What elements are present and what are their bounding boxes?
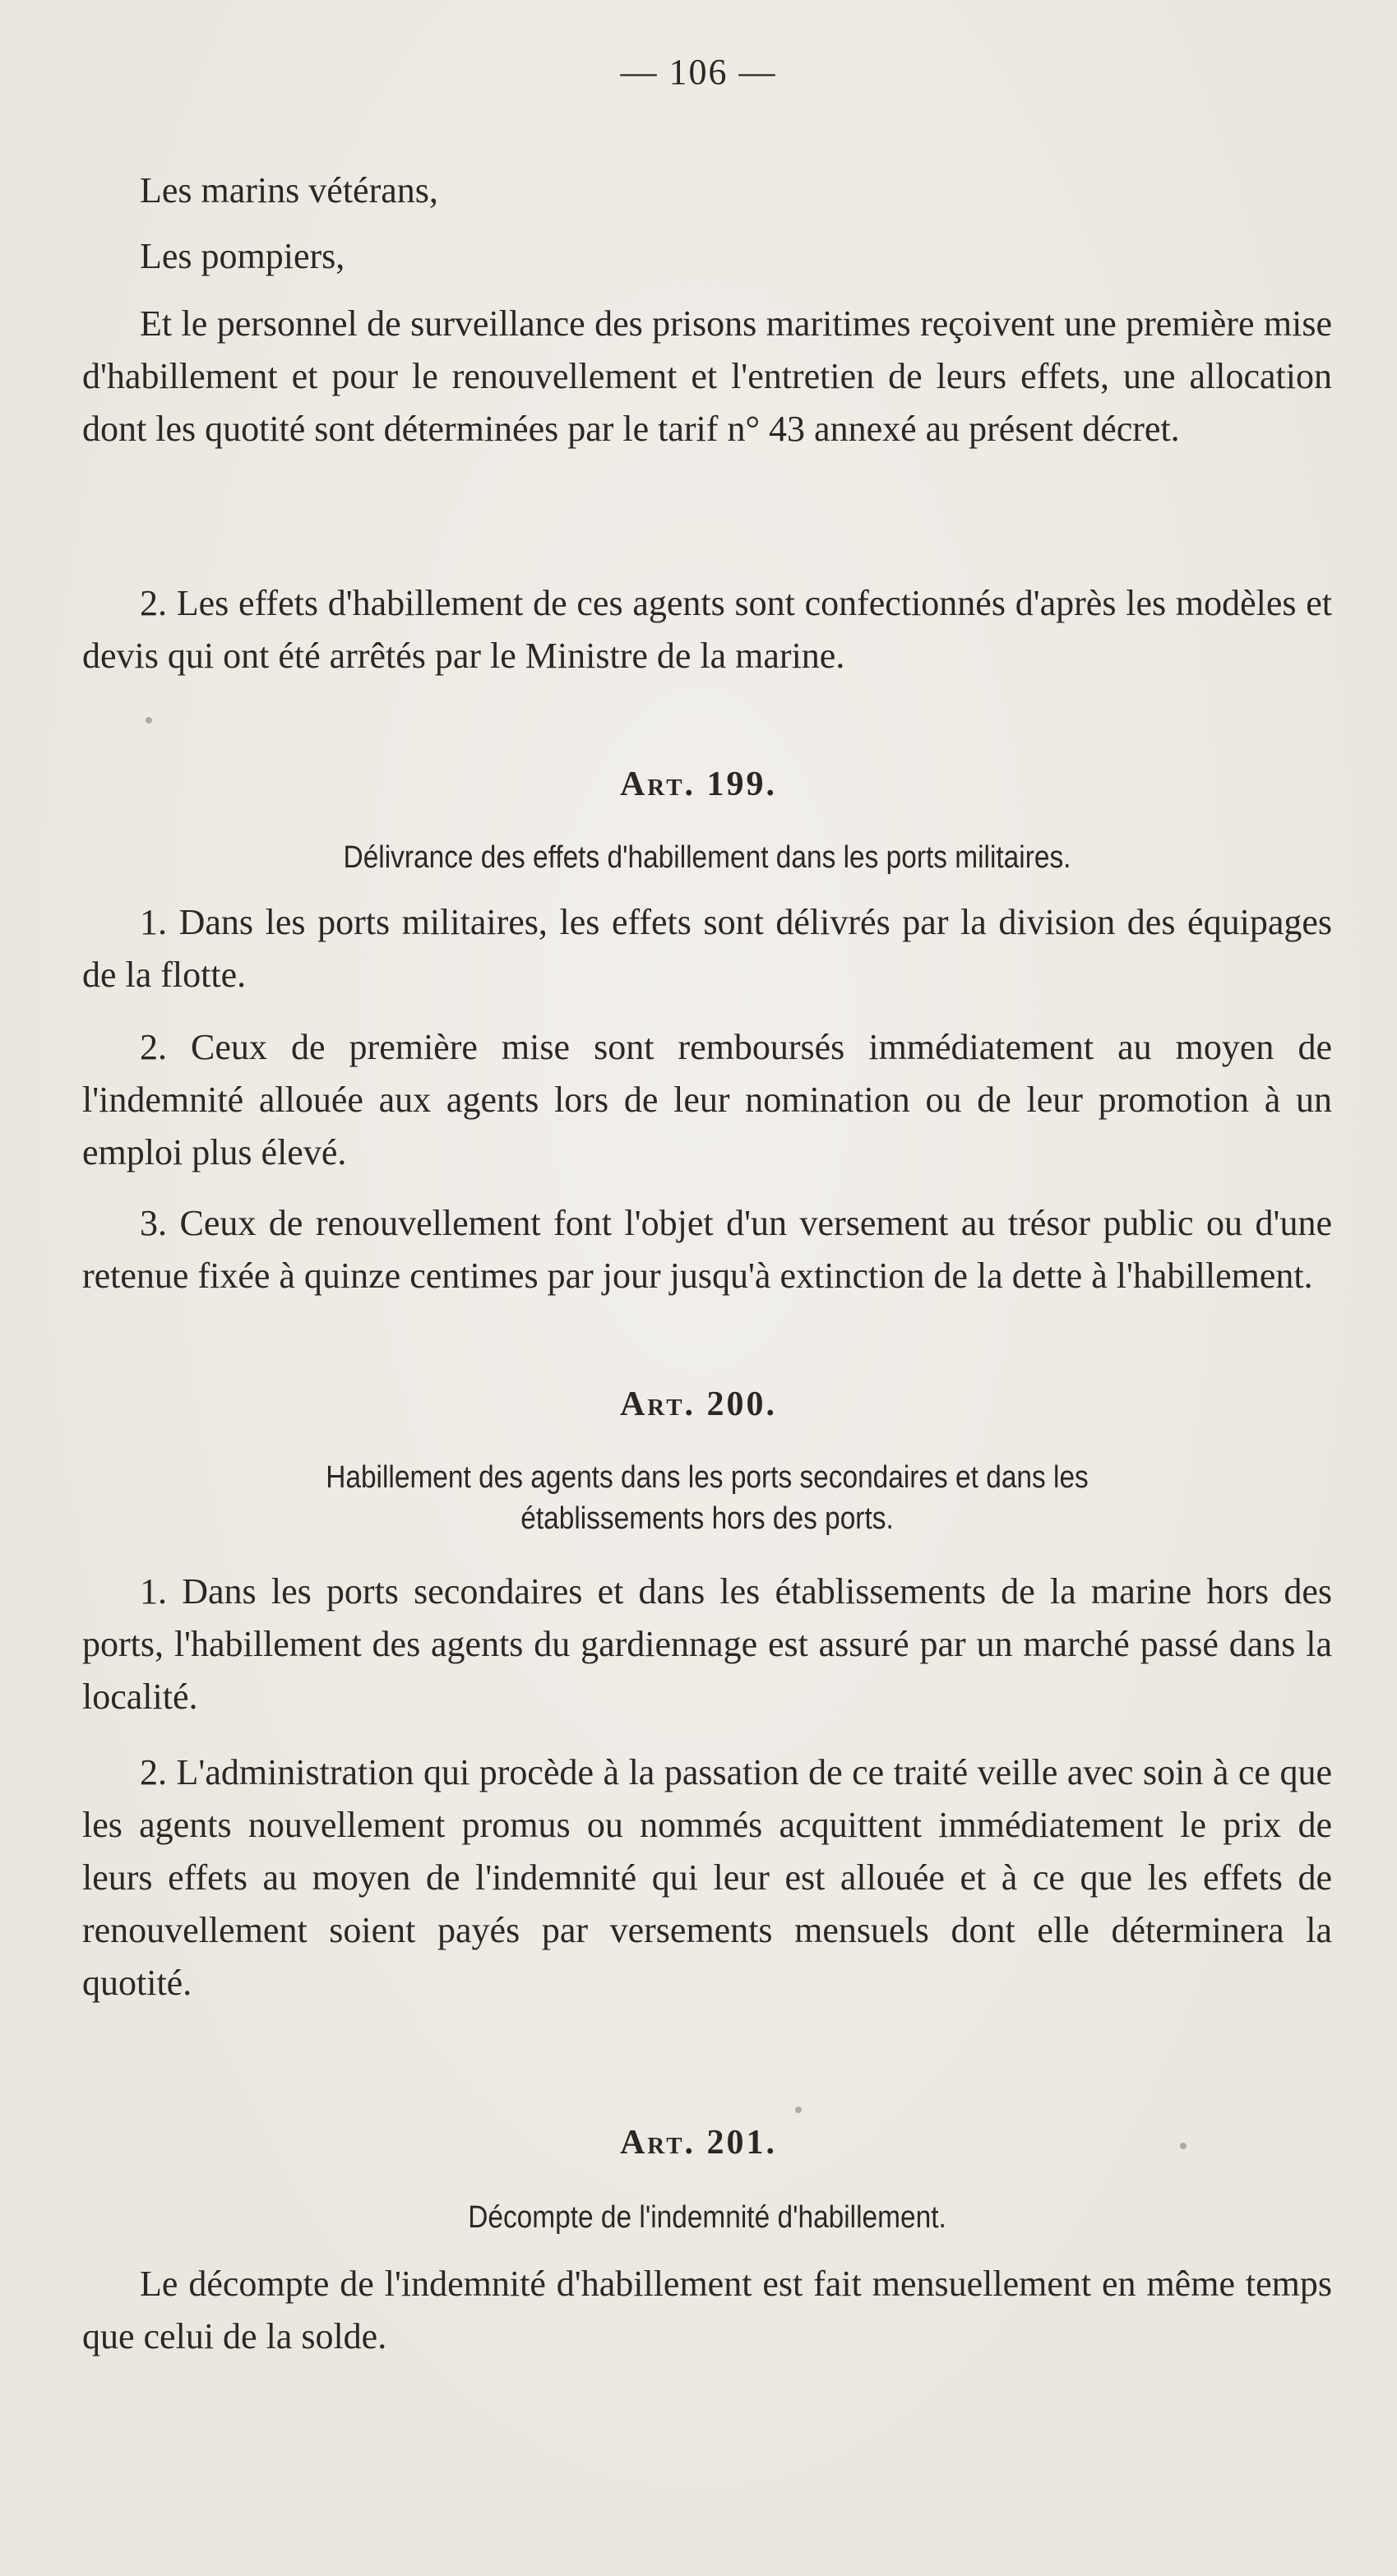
paragraph-marins: Les marins vétérans, xyxy=(140,170,438,210)
article-199-paragraph-2: 2. Ceux de première mise sont remboursés immédiatement au moyen de l'indemnité allouée aux agents lors de leur nomination ou de leur promotion à un emploi plus élevé. xyxy=(82,1027,1332,1172)
paper-speck xyxy=(146,717,152,724)
paragraph-pompiers: Les pompiers, xyxy=(140,236,345,276)
paragraph-personnel: Et le personnel de surveillance des prisons maritimes reçoivent une première mise d'habillement et pour le renouvellement et l'entretien de leurs effets, une allocation dont les quotité sont déterminées par le tarif n° 43 annexé au présent décret. xyxy=(82,303,1332,449)
article-200-title: Art. 200. xyxy=(619,1385,778,1423)
page-number: — 106 — xyxy=(620,52,777,92)
paper-speck xyxy=(795,2107,802,2113)
article-199-subtitle: Délivrance des effets d'habillement dans les ports militaires. xyxy=(343,840,1071,875)
article-199-title: Art. 199. xyxy=(619,765,778,803)
article-201-paragraph-1: Le décompte de l'indemnité d'habillement est fait mensuellement en même temps que celui de la solde. xyxy=(82,2264,1332,2356)
article-201-subtitle: Décompte de l'indemnité d'habillement. xyxy=(468,2200,946,2235)
paragraph-effets-confection: 2. Les effets d'habillement de ces agents sont confectionnés d'après les modèles et devis qui ont été arrêtés par le Ministre de la marine. xyxy=(82,583,1332,676)
article-200-paragraph-1: 1. Dans les ports secondaires et dans les établissements de la marine hors des ports, l'habillement des agents du gardiennage est assuré par un marché passé dans la localité. xyxy=(82,1571,1332,1717)
article-199-paragraph-3: 3. Ceux de renouvellement font l'objet d'un versement au trésor public ou d'une retenue fixée à quinze centimes par jour jusqu'à extinction de la dette à l'habillement. xyxy=(82,1203,1332,1296)
article-200-subtitle-line-1: Habillement des agents dans les ports secondaires et dans les xyxy=(326,1460,1089,1495)
article-199-paragraph-1: 1. Dans les ports militaires, les effets sont délivrés par la division des équipages de la flotte. xyxy=(82,902,1332,995)
article-201-title: Art. 201. xyxy=(619,2124,778,2162)
article-200-subtitle-line-2: établissements hors des ports. xyxy=(520,1501,894,1536)
article-200-paragraph-2: 2. L'administration qui procède à la passation de ce traité veille avec soin à ce que les agents nouvellement promus ou nommés acquittent immédiatement le prix de leurs effets au moyen de l'indemnité qui leur est allouée et à ce que les effets de renouvellement soient payés par versements mensuels dont elle déterminera la quotité. xyxy=(82,1752,1332,2003)
